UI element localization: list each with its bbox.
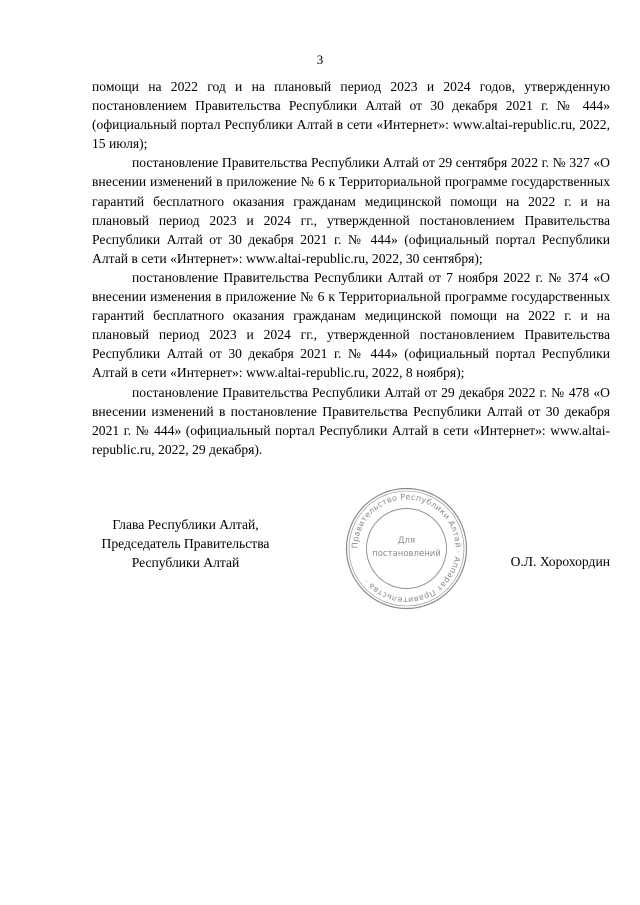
stamp-center-text-line-2: постановлений — [372, 549, 441, 559]
signatory-name: О.Л. Хорохордин — [510, 554, 610, 569]
page-number: 3 — [316, 52, 324, 67]
paragraph-1: помощи на 2022 год и на плановый период 2023 и 2024 годов, утвержденную постановлением Правительства Республики Алтай от 30 декабря 2021 г. № 444» (официальный портал Республики Алтай в сети «Интернет»: www.altai-republic.ru, 2022, 15 июля); — [92, 79, 610, 152]
signatory-title-line-3: Республики Алтай — [131, 555, 240, 571]
stamp-center-text-line-1: Для — [397, 536, 416, 546]
stamp-ring-text: Правительство Республики Алтай · Аппарат Правительства · — [350, 492, 463, 605]
paragraph-2: постановление Правительства Республики Алтай от 29 сентября 2022 г. № 327 «О внесении изменений в приложение № 6 к Территориальной программе государственных гарантий бесплатного оказания гражданам медицинской помощи на 2022 г. и на плановый период 2023 и 2024 гг., утвержденной постановлением Правительства Республики Алтай от 30 декабря 2021 г. № 444» (официальный портал Республики Алтай в сети «Интернет»: www.altai-republic.ru, 2022, 30 сентября); — [92, 155, 610, 266]
signatory-title-line-2: Председатель Правительства — [101, 536, 270, 552]
signatory-title — [78, 515, 293, 572]
document-body — [92, 77, 610, 459]
signatory-title-line-1: Глава Республики Алтай, — [112, 517, 259, 532]
paragraph-4: постановление Правительства Республики Алтай от 29 декабря 2022 г. № 478 «О внесении изменений в постановление Правительства Республики Алтай от 30 декабря 2021 г. № 444» (официальный портал Республики Алтай в сети «Интернет»: www.altai-republic.ru, 2022, 29 декабря). — [92, 384, 610, 457]
paragraph-3: постановление Правительства Республики Алтай от 7 ноября 2022 г. № 374 «О внесении изменения в приложение № 6 к Территориальной программе государственных гарантий бесплатного оказания гражданам медицинской помощи на 2022 г. и на плановый период 2023 и 2024 гг., утвержденной постановлением Правительства Республики Алтай от 30 декабря 2021 г. № 444» (официальный портал Республики Алтай в сети «Интернет»: www.altai-republic.ru, 2022, 8 ноября); — [92, 269, 610, 381]
official-stamp — [343, 485, 470, 612]
